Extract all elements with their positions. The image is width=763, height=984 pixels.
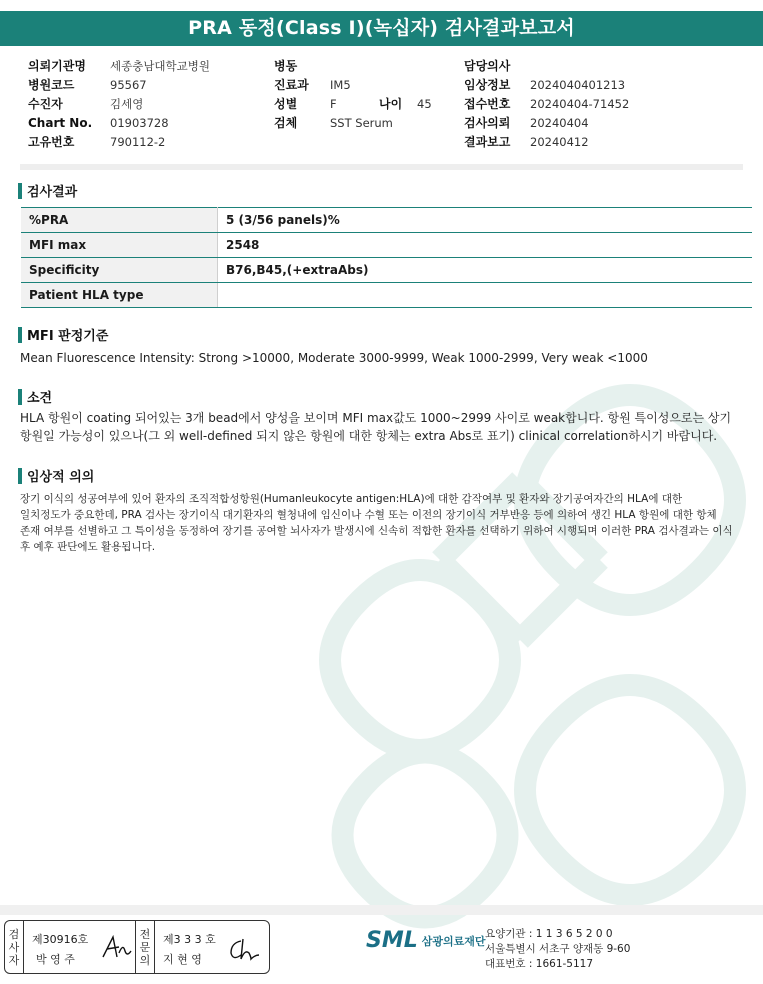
clinical-text <box>20 491 750 555</box>
header-col-2 <box>274 56 432 132</box>
char: 의 <box>139 953 151 967</box>
specialist-no: 제3 3 3 호 <box>163 933 216 946</box>
age-value: 45 <box>417 96 432 111</box>
dept-value: IM5 <box>330 77 351 92</box>
header-row <box>464 56 629 75</box>
specialist-signature <box>227 935 263 963</box>
examiner-signature <box>99 933 133 963</box>
section-clinical-label: 임상적 의의 <box>27 470 95 485</box>
sml-logo <box>366 928 486 953</box>
header-row <box>28 113 210 132</box>
footer-divider <box>0 905 763 915</box>
opinion-text <box>20 409 755 445</box>
result-key: MFI max <box>21 233 218 258</box>
section-mfi-label: MFI 판정기준 <box>27 329 109 344</box>
specialist-name: 지 현 영 <box>163 953 202 966</box>
char: 사 <box>8 940 20 954</box>
section-results-label: 검사결과 <box>27 185 78 200</box>
institution-phone: 대표번호 : 1661-5117 <box>485 958 594 970</box>
sex-value: F <box>330 96 337 111</box>
value: 790112-2 <box>110 134 166 149</box>
label: 병원코드 <box>28 78 75 92</box>
section-marker <box>18 327 22 343</box>
label: 의뢰기관명 <box>28 59 86 73</box>
specimen-label: 검체 <box>274 116 298 130</box>
examiner-vertical-label <box>5 921 24 973</box>
char: 자 <box>8 953 20 967</box>
header-row <box>274 56 432 75</box>
institution-address: 서울특별시 서초구 양재동 9-60 <box>485 943 631 955</box>
table-row <box>21 283 752 308</box>
label: 임상정보 <box>464 78 511 92</box>
value: 김세영 <box>110 96 144 111</box>
label: 결과보고 <box>464 135 511 149</box>
results-table <box>21 207 752 308</box>
examiner-no: 제30916호 <box>32 933 89 946</box>
header-col-3 <box>464 56 629 151</box>
table-row <box>21 258 752 283</box>
value: 01903728 <box>110 115 169 130</box>
header-row <box>274 113 432 132</box>
char: 전 <box>139 927 151 941</box>
signature-box <box>4 920 270 974</box>
result-key: Specificity <box>21 258 218 283</box>
header-row <box>28 56 210 75</box>
value: 95567 <box>110 77 147 92</box>
header-row <box>274 75 432 94</box>
section-marker <box>18 183 22 199</box>
sex-label: 성별 <box>274 97 298 111</box>
label: 담당의사 <box>464 59 511 73</box>
value: 2024040401213 <box>530 77 626 92</box>
opinion-line: 항원일 가능성이 있으나(그 외 well-defined 되지 않은 항원에 대한 항체는 extra Abs로 표기) clinical correlation하시기 바랍니다. <box>20 429 718 443</box>
specimen-value: SST Serum <box>330 115 393 130</box>
result-value: 5 (3/56 panels)% <box>218 208 753 233</box>
institution-code: 요양기관 : 1 1 3 6 5 2 0 0 <box>485 928 613 940</box>
clinical-line: 후 예후 판단에도 활용됩니다. <box>20 541 156 553</box>
header-row <box>464 75 629 94</box>
result-key: Patient HLA type <box>21 283 218 308</box>
section-opinion-title <box>18 387 52 406</box>
examiner-name: 박 영 주 <box>36 953 75 966</box>
result-value <box>218 283 753 308</box>
logo-korean: 삼광의료재단 <box>421 934 486 948</box>
value: 세종충남대학교병원 <box>110 58 210 73</box>
header-row <box>464 113 629 132</box>
clinical-line: 일치정도가 중요한데, PRA 검사는 장기이식 대기환자의 혈청내에 임신이나 수혈 또는 이전의 장기이식 거부반응 등에 의하여 생긴 HLA 항원에 대한 항체 <box>20 509 717 521</box>
value: 20240404-71452 <box>530 96 630 111</box>
result-value: 2548 <box>218 233 753 258</box>
label: 고유번호 <box>28 135 75 149</box>
ward-label: 병동 <box>274 59 298 73</box>
section-mfi-title <box>18 325 108 344</box>
institution-info <box>485 927 630 972</box>
dept-label: 진료과 <box>274 78 309 92</box>
header-row <box>464 94 629 113</box>
section-results-title <box>18 181 77 200</box>
table-row <box>21 208 752 233</box>
clinical-line: 존재 여부를 선별하고 그 특이성을 동정하여 장기를 공여할 뇌사자가 발생시에 신속히 적합한 환자를 선택하기 위하여 시행되며 이러한 PRA 검사결과는 이식 <box>20 525 733 537</box>
header-row <box>28 75 210 94</box>
result-value: B76,B45,(+extraAbs) <box>218 258 753 283</box>
result-key: %PRA <box>21 208 218 233</box>
label: 수진자 <box>28 97 63 111</box>
header-row <box>274 94 432 113</box>
header-row <box>28 94 210 113</box>
specialist-vertical-label <box>136 921 155 973</box>
clinical-line: 장기 이식의 성공여부에 있어 환자의 조직적합성항원(Humanleukocyte antigen:HLA)에 대한 감작여부 및 환자와 장기공여자간의 HLA에 대한 <box>20 493 683 505</box>
logo-text: SML <box>366 928 418 953</box>
report-title: PRA 동정(Class I)(녹십자) 검사결과보고서 <box>0 11 763 46</box>
section-marker <box>18 468 22 484</box>
label: Chart No. <box>28 115 93 130</box>
header-row <box>464 132 629 151</box>
section-marker <box>18 389 22 405</box>
section-opinion-label: 소견 <box>27 391 53 406</box>
section-clinical-title <box>18 466 94 485</box>
value: 20240412 <box>530 134 589 149</box>
header-col-1 <box>28 56 210 151</box>
table-row <box>21 233 752 258</box>
char: 문 <box>139 940 151 954</box>
header-divider <box>20 164 743 170</box>
label: 검사의뢰 <box>464 116 511 130</box>
value: 20240404 <box>530 115 589 130</box>
header-row <box>28 132 210 151</box>
opinion-line: HLA 항원이 coating 되어있는 3개 bead에서 양성을 보이며 MFI max값도 1000~2999 사이로 weak합니다. 항원 특이성으로는 상기 <box>20 411 732 425</box>
age-label: 나이 <box>379 97 403 111</box>
mfi-criteria-text: Mean Fluorescence Intensity: Strong >10000, Moderate 3000-9999, Weak 1000-2999, Very weak <1000 <box>20 351 648 365</box>
label: 접수번호 <box>464 97 511 111</box>
char: 검 <box>8 927 20 941</box>
